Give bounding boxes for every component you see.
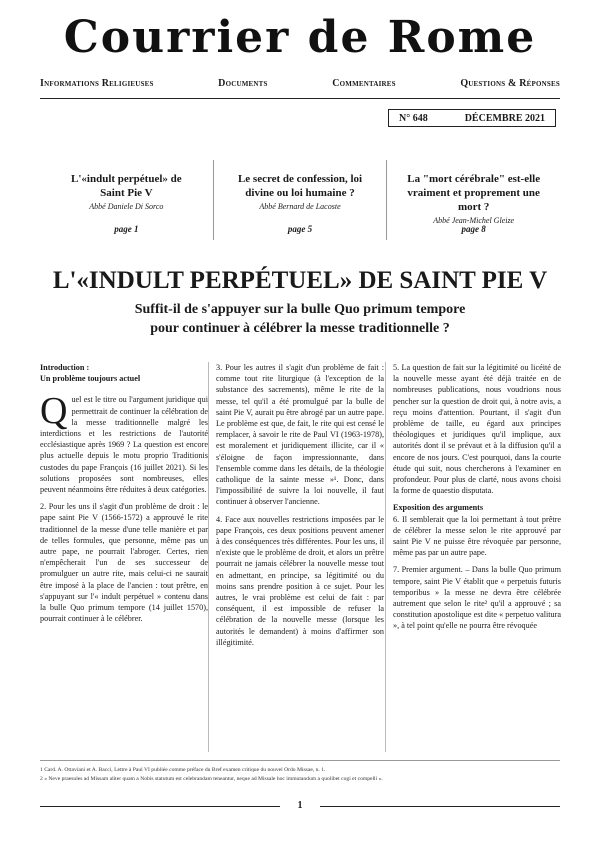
footnote-rule bbox=[40, 760, 560, 761]
paragraph-1 bbox=[40, 390, 208, 495]
paragraph-7: 7. Premier argument. – Dans la bulle Quo primum tempore, saint Pie V établit que « perpetuis futuris temporibus » la messe ne devra être célébrée autrement que selon le rite² qu'il a approuvé ; sa constitution apostolique est dite « perpetuo valitura », à tel point qu'elle ne pourra être révoquée bbox=[393, 565, 561, 631]
section-informations: Informations Religieuses bbox=[40, 78, 154, 89]
section-nav bbox=[40, 78, 560, 89]
teaser-3[interactable] bbox=[386, 160, 560, 240]
masthead-title: Courrier de Rome bbox=[63, 12, 537, 63]
section-documents: Documents bbox=[218, 78, 268, 89]
page-number: 1 bbox=[297, 800, 303, 811]
page-number-rule-right bbox=[320, 806, 560, 807]
teaser-author: Abbé Daniele Di Sorco bbox=[89, 202, 164, 211]
section-heading: Exposition des arguments bbox=[393, 503, 484, 513]
teaser-2[interactable] bbox=[213, 160, 387, 240]
article-subhead-line-1: Suffit-il de s'appuyer sur la bulle Quo primum tempore bbox=[134, 302, 466, 317]
paragraph-1-text: uel est le titre ou l'argument juridique qui permettrait de continuer la célébration de la messe traditionnelle malgré les interdictions et les restrictions de l'autorité ecclésiastique après 1969 ? La question est encore plus actuelle depuis le motu proprio Traditionis custodes du pape François (16 juillet 2021). Si les solutions proposées sont nombreuses, elles peuvent néanmoins être réduites à deux catégories. bbox=[40, 395, 208, 495]
article-subhead-line-2: pour continuer à célébrer la messe traditionnelle ? bbox=[150, 321, 450, 336]
dropcap: Q bbox=[40, 390, 68, 433]
teaser-title: La "mort cérébrale" est-elle vraiment et proprement une mort ? bbox=[407, 173, 541, 213]
paragraph-3: 3. Pour les autres il s'agit d'un problème de fait : comme tout rite liturgique (à l'exception de la substance des sacrements), même le rite de la messe, tel qu'il a été promulgué par la bulle de saint Pie V, aurait pu être abrogé par un autre pape. Le problème est que, de fait, le rite qui est censé le remplacer, à savoir le rite de Paul VI (1963-1978), est moralement et juridiquement illicite, car il « s'éloigne de façon impressionnante, dans l'ensemble comme dans les détails, de la théologie catholique de la sainte messe »¹. Donc, dans l'impossibilité de suivre la loi nouvelle, il faut continuer à observer l'ancienne. bbox=[216, 363, 384, 507]
teaser-author: Abbé Bernard de Lacoste bbox=[259, 202, 341, 211]
article-headline: L'«INDULT PERPÉTUEL» DE SAINT PIE V bbox=[52, 267, 548, 294]
intro-heading: Introduction : bbox=[40, 363, 90, 372]
paragraph-6: 6. Il semblerait que la loi permettant à tout prêtre de célébrer la messe selon le rite approuvé par saint Pie V ne puisse être révoquée par personne, même pas par un autre pape. bbox=[393, 514, 561, 558]
footnotes bbox=[40, 766, 560, 784]
article-column-1 bbox=[40, 362, 208, 752]
issue-number: N° 648 bbox=[399, 112, 428, 124]
footnote-1: 1 Card. A. Ottaviani et A. Bacci, Lettre à Paul VI publiée comme préface du Bref examen critique du nouvel Ordo Missae, n. 1. bbox=[40, 767, 326, 773]
article-column-3 bbox=[393, 362, 561, 752]
masthead-rule bbox=[40, 98, 560, 99]
teaser-page: page 5 bbox=[287, 224, 313, 234]
paragraph-2: 2. Pour les uns il s'agit d'un problème de droit : le pape saint Pie V (1566-1572) a approuvé le rite traditionnel de la messe d'une telle manière et par de telles formules, que personne, même pas un autre pape, ne pourrait l'abroger. Certes, rien n'empêcherait l'un de ses successeur de promulguer un autre rite, mais celui-ci ne saurait être imposé à la place de l'ancien : tout prêtre, en s'appuyant sur l'« indult perpétuel » contenu dans la bulle Quo primum tempore (14 juillet 1570), pourrait continuer à le célébrer. bbox=[40, 502, 208, 624]
column-rule bbox=[208, 362, 209, 752]
section-questions: Questions & Réponses bbox=[460, 78, 560, 89]
teaser-page: page 8 bbox=[461, 224, 486, 234]
paragraph-5: 5. La question de fait sur la légitimité ou licéité de la nouvelle messe ayant été déjà traitée en de nombreuses publications, nous voudrions nous pencher sur la question de droit qui, à notre avis, a reçu moins d'attention. Pourtant, il s'agit d'un problème de taille, eu égard aux principes théologiques et juridiques qu'il implique, aux autorités dont il se prévaut et à la diffusion qu'il a encore de nos jours. C'est pourquoi, dans la courte étude qui suit, nous chercherons à l'examiner en profondeur. Pour plus de clarté, nous avons choisi la forme de quaestio disputata. bbox=[393, 363, 561, 496]
intro-subheading: Un problème toujours actuel bbox=[40, 374, 141, 384]
section-commentaires: Commentaires bbox=[332, 78, 396, 89]
footnote-2: 2 « Neve praesules ad Missam aliter quam a Nobis statutum est celebrandam teneantur, neque ad Missale hoc immutandum a quolibet cogi et compelli ». bbox=[40, 776, 383, 782]
teaser-page: page 1 bbox=[114, 224, 139, 234]
teaser-title: Le secret de confession, loi divine ou loi humaine ? bbox=[237, 173, 363, 199]
issue-box bbox=[388, 109, 556, 127]
teasers bbox=[40, 160, 560, 240]
column-rule bbox=[385, 362, 386, 752]
teaser-title: L'«indult perpétuel» de Saint Pie V bbox=[71, 173, 182, 199]
article-subhead bbox=[0, 300, 600, 338]
paragraph-4: 4. Face aux nouvelles restrictions imposées par le pape François, ces deux positions peuvent amener à des conséquences très différentes. Pour les uns, il n'existe que le problème de droit, et alors un prêtre pourrait ne jamais célébrer la nouvelle messe tout en admettant, en principe, sa légitimité ou du moins sans prendre position à ce sujet. Pour les autres, le vrai problème est celui de fait : par conséquent, il est impossible de refuser la célébration de la nouvelle messe (lorsque les autorités le demandent) à moins d'affirmer son illégitimité. bbox=[216, 514, 384, 647]
article-column-2 bbox=[216, 362, 384, 752]
issue-date: DÉCEMBRE 2021 bbox=[464, 112, 545, 124]
teaser-1[interactable] bbox=[40, 160, 213, 240]
teaser-author: Abbé Jean-Michel Gleize bbox=[433, 216, 515, 225]
